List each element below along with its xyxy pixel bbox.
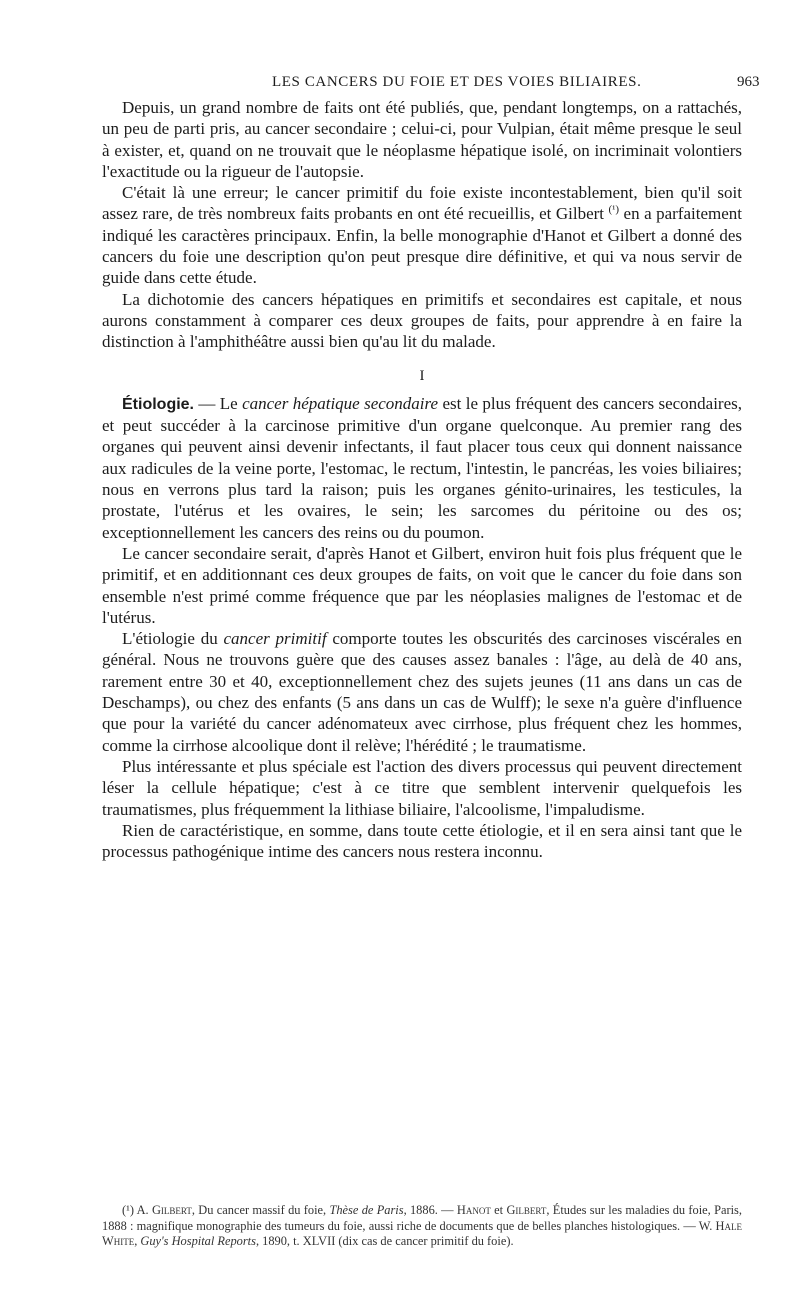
footnote-italic: Guy's Hospital Reports — [140, 1234, 256, 1249]
footnote-text: , 1890, t. XLVII (dix cas de cancer primitif du foie). — [255, 1234, 514, 1249]
paragraph-primary-cancer — [102, 182, 742, 288]
footnote-text: , Études sur les maladies du foie, Paris, 1888 : magnifique monographie des tumeurs du foie, aussi riche de documents que de belles planches histologiques. — W. — [102, 1203, 742, 1233]
running-head — [0, 74, 800, 94]
body-text — [102, 97, 742, 862]
footnote-text: , — [134, 1234, 141, 1249]
footnote-author: Gilbert — [151, 1203, 192, 1217]
footnote-reference: (¹) — [608, 203, 620, 216]
footnote-author: Gilbert — [506, 1203, 547, 1217]
section-number: I — [419, 367, 425, 384]
paragraph-text: en a parfaitement indiqué les caractères principaux. Enfin, la belle monographie d'Hanot et Gilbert a donné des cancers du foie une description qu'on peut presque dire définitive, et qui va nous servir de guide dans cette étude. — [102, 204, 742, 288]
italic-term: cancer hépatique secondaire — [242, 393, 439, 413]
paragraph-etiology — [102, 393, 742, 543]
footnote-text: et — [490, 1203, 507, 1217]
footnote-author: Hale White — [102, 1218, 742, 1249]
italic-term: cancer primitif — [223, 629, 327, 649]
paragraph-text: C'était là une erreur; le cancer primitif du foie existe incontestablement, bien qu'il soit assez rare, de très nombreux faits probants en ont été recueillis, et Gilbert — [102, 183, 742, 224]
footnote-text: , Du cancer massif du foie, — [191, 1203, 330, 1217]
paragraph-text: est le plus fréquent des cancers secondaires, et peut succéder à la carcinose primitive d'un organe quelconque. Au premier rang des organes qui peuvent ainsi devenir infectants, il faut placer tous ceux qui donnent naissance aux radicules de la veine porte, l'estomac, le rectum, l'intestin, le pancréas, les voies biliaires; nous en verrons plus tard la raison; puis les organes génito-urinaires, les testicules, la prostate, l'utérus et les ovaires, le sein; les sarcomes du péritoine ou des os; exceptionnellement les cancers des reins ou du poumon. — [102, 393, 743, 542]
paragraph-intro: Depuis, un grand nombre de faits ont été publiés, que, pendant longtemps, on a rattachés, un peu de parti pris, au cancer secondaire ; celui-ci, pour Vulpian, était même presque le seul à exister, et, quand on ne trouvait que le néoplasme hépatique isolé, on incriminait volontiers l'exactitude ou la rigueur de l'autopsie. — [102, 98, 742, 181]
paragraph-text: — Le — [194, 393, 243, 413]
paragraph-frequency: Le cancer secondaire serait, d'après Hanot et Gilbert, environ huit fois plus fréquent que le primitif, et en additionnant ces deux groupes de faits, on voit que le cancer du foie dans son ensemble n'est primé comme fréquence que par les néoplasies malignes de l'estomac et de l'utérus. — [102, 543, 742, 627]
running-title: LES CANCERS DU FOIE ET DES VOIES BILIAIRES. — [272, 74, 642, 90]
paragraph-conclusion: Rien de caractéristique, en somme, dans toute cette étiologie, et il en sera ainsi tant que le processus pathogénique intime des cancers nous restera inconnu. — [102, 820, 742, 862]
footnote-author: Hanot — [456, 1203, 491, 1217]
paragraph-processes: Plus intéressante et plus spéciale est l'action des divers processus qui peuvent directement léser la cellule hépatique; c'est à ce titre que semblent intervenir quelquefois les traumatismes, plus fréquemment la lithiase biliaire, l'alcoolisme, l'impaludisme. — [102, 756, 742, 819]
footnote — [102, 1203, 742, 1250]
paragraph-primary-etiology — [102, 628, 742, 756]
footnote-italic: Thèse de Paris — [329, 1203, 404, 1217]
section-heading: Étiologie. — [122, 395, 194, 413]
paragraph-dichotomy: La dichotomie des cancers hépatiques en primitifs et secondaires est capitale, et nous aurons constamment à comparer ces deux groupes de faits, pour apprendre à en faire la distinction à l'amphithéâtre aussi bien qu'au lit du malade. — [102, 289, 742, 352]
paragraph-text: L'étiologie du — [122, 629, 224, 649]
paragraph-text: comporte toutes les obscurités des carcinoses viscérales en général. Nous ne trouvons guère que des causes assez banales : l'âge, au delà de 40 ans, rarement entre 30 et 40, exceptionnellement chez des sujets jeunes (11 ans dans un cas de Deschamps), ou chez des enfants (5 ans dans un cas de Wulff); le sexe n'a guère d'influence que pour la variété du cancer adénomateux avec cirrhose, plus fréquent chez les hommes, comme la cirrhose alcoolique dont il relève; l'hérédité ; le traumatisme. — [102, 629, 742, 755]
footnote-marker: (¹) A. — [122, 1203, 152, 1217]
footnote-text: , 1886. — — [403, 1203, 457, 1217]
page-number: 963 — [737, 74, 760, 90]
